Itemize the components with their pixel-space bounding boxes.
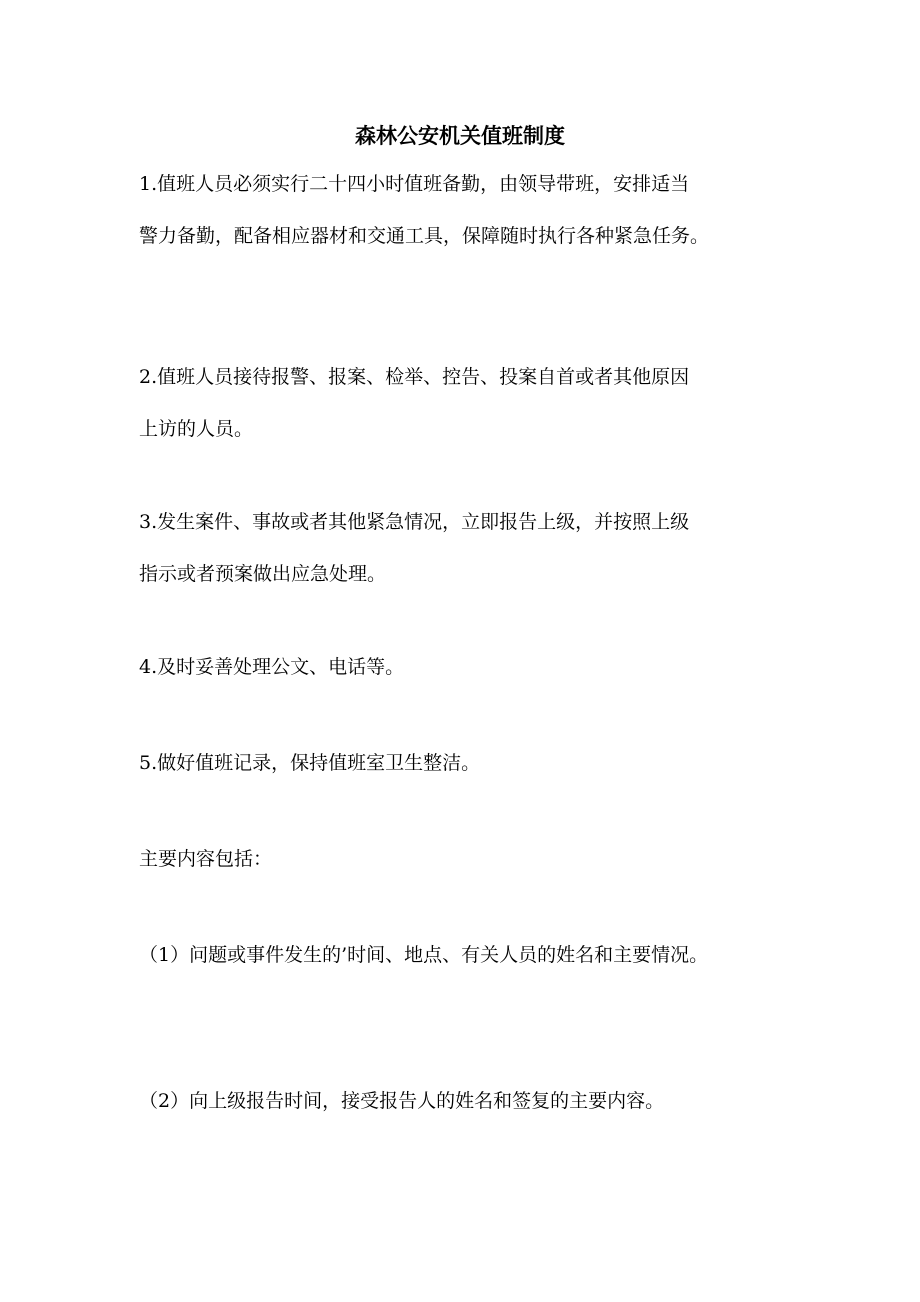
- paragraph-line: 4.及时妥善处理公文、电话等。: [139, 656, 405, 678]
- paragraph-1: [139, 158, 789, 262]
- paragraph-4: [139, 641, 789, 693]
- paragraph-line: 上访的人员。: [139, 418, 254, 440]
- paragraph-line: 2.值班人员接待报警、报案、检举、控告、投案自首或者其他原因: [139, 366, 690, 388]
- paragraph-3: [139, 496, 789, 600]
- paragraph-line: 1.值班人员必须实行二十四小时值班备勤，由领导带班，安排适当: [139, 173, 690, 195]
- paragraph-line: 警力备勤，配备相应器材和交通工具，保障随时执行各种紧急任务。: [139, 225, 710, 247]
- paragraph-5: [139, 737, 789, 789]
- paragraph-line: 3.发生案件、事故或者其他紧急情况，立即报告上级，并按照上级: [139, 511, 690, 533]
- paragraph-line: （2）向上级报告时间，接受报告人的姓名和签复的主要内容。: [139, 1090, 665, 1112]
- paragraph-2: [139, 351, 789, 455]
- list-item-1: [139, 929, 789, 981]
- paragraph-line: 主要内容包括：: [139, 848, 273, 870]
- document-title: 森林公安机关值班制度: [355, 124, 565, 148]
- paragraph-line: 5.做好值班记录，保持值班室卫生整洁。: [139, 752, 481, 774]
- list-item-2: [139, 1075, 789, 1127]
- paragraph-line: 指示或者预案做出应急处理。: [139, 563, 387, 585]
- section-heading: [139, 833, 789, 885]
- paragraph-line: （1）问题或事件发生的’时间、地点、有关人员的姓名和主要情况。: [139, 944, 709, 966]
